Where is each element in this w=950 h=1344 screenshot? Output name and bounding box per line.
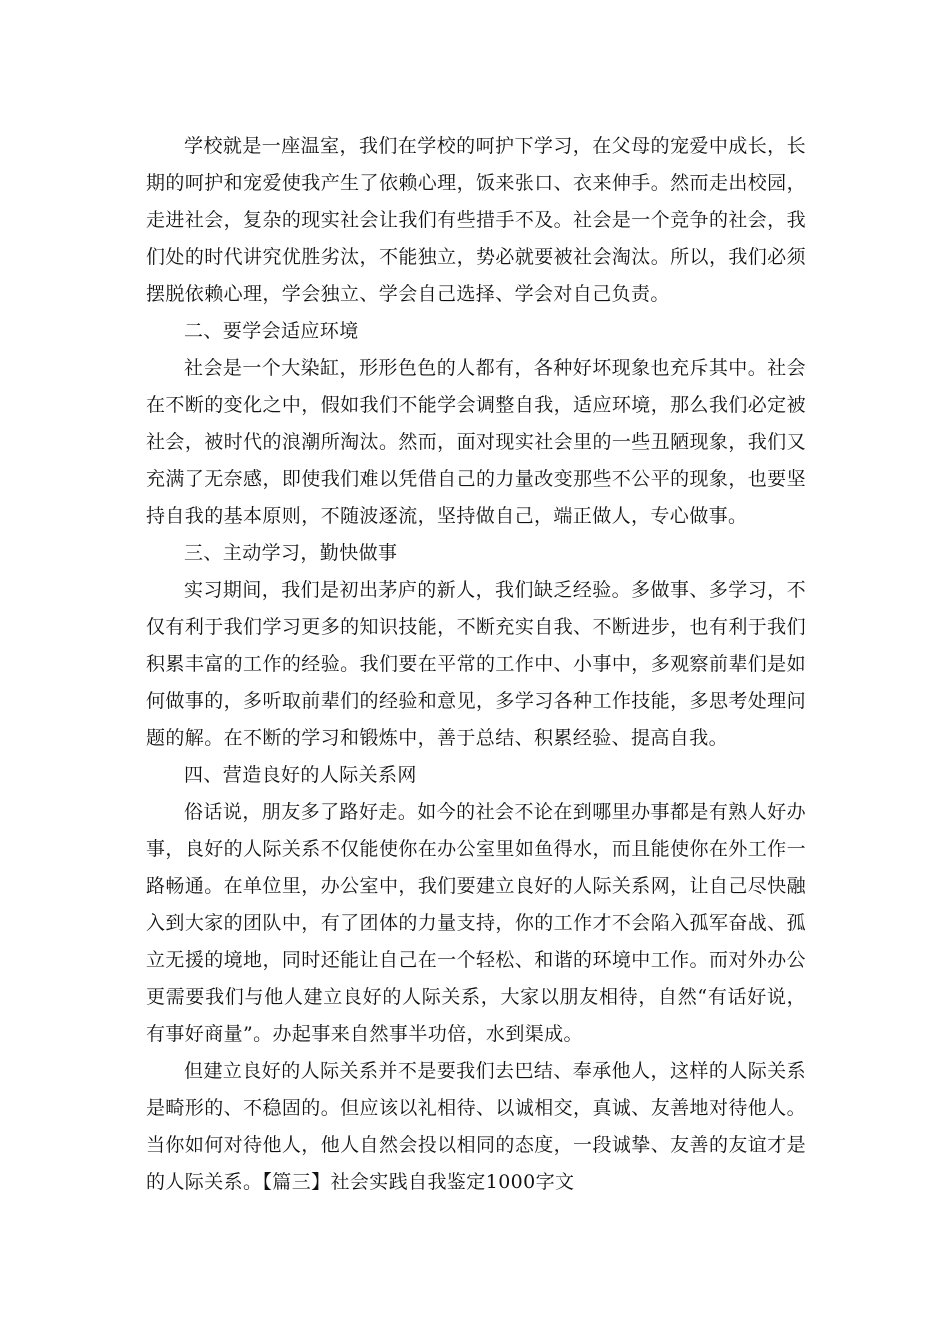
paragraph-4: 俗话说，朋友多了路好走。如今的社会不论在到哪里办事都是有熟人好办事，良好的人际关系不仅能使你在办公室里如鱼得水，而且能使你在外工作一路畅通。在单位里，办公室中，我们要建立良好的人际关系网，让自己尽快融入到大家的团队中，有了团体的力量支持，你的工作才不会陷入孤军奋战、孤立无援的境地，同时还能让自己在一个轻松、和谐的环境中工作。而对外办公更需要我们与他人建立良好的人际关系，大家以朋友相待，自然“有话好说，有事好商量”。办起事来自然事半功倍，水到渠成。 <box>146 801 806 1045</box>
paragraph-2: 社会是一个大染缸，形形色色的人都有，各种好坏现象也充斥其中。社会在不断的变化之中，假如我们不能学会调整自我，适应环境，那么我们必定被社会，被时代的浪潮所淘汰。然而，面对现实社会里的一些丑陋现象，我们又充满了无奈感，即使我们难以凭借自己的力量改变那些不公平的现象，也要坚持自我的基本原则，不随波逐流，坚持做自己，端正做人，专心做事。 <box>146 357 806 527</box>
section-heading-2: 二、要学会适应环境 <box>184 320 359 342</box>
document-body <box>146 128 806 1201</box>
paragraph-3: 实习期间，我们是初出茅庐的新人，我们缺乏经验。多做事、多学习，不仅有利于我们学习更多的知识技能，不断充实自我、不断进步，也有利于我们积累丰富的工作的经验。我们要在平常的工作中、小事中，多观察前辈们是如何做事的，多听取前辈们的经验和意见，多学习各种工作技能，多思考处理问题的解。在不断的学习和锻炼中，善于总结、积累经验、提高自我。 <box>146 579 806 749</box>
paragraph-1: 学校就是一座温室，我们在学校的呵护下学习，在父母的宠爱中成长，长期的呵护和宠爱使我产生了依赖心理，饭来张口、衣来伸手。然而走出校园，走进社会，复杂的现实社会让我们有些措手不及。社会是一个竞争的社会，我们处的时代讲究优胜劣汰，不能独立，势必就要被社会淘汰。所以，我们必须摆脱依赖心理，学会独立、学会自己选择、学会对自己负责。 <box>146 135 806 305</box>
section-heading-4: 四、营造良好的人际关系网 <box>184 764 417 786</box>
paragraph-5: 但建立良好的人际关系并不是要我们去巴结、奉承他人，这样的人际关系是畸形的、不稳固的。但应该以礼相待、以诚相交，真诚、友善地对待他人。当你如何对待他人，他人自然会投以相同的态度，一段诚挚、友善的友谊才是的人际关系。【篇三】社会实践自我鉴定1000字文 <box>146 1060 806 1193</box>
section-heading-3: 三、主动学习，勤快做事 <box>184 542 398 564</box>
